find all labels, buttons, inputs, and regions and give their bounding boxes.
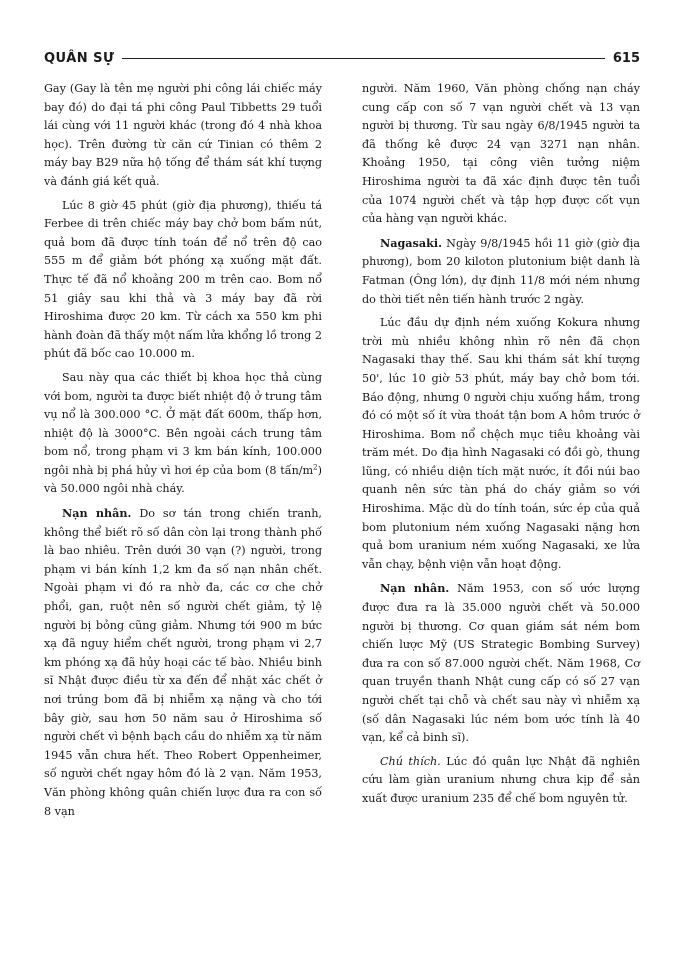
paragraph-text: Sau này qua các thiết bị khoa học thả cùng với bom, người ta được biết nhiệt độ ở trung tâm vụ nổ là 300.000 °C. Ở mặt đất 600m, thấp hơn, nhiệt độ là 3000°C. Bên ngoài cách trung tâm bom nổ, trong phạm vi 3 km bán kính, 100.000 ngôi nhà bị phá hủy vì hơi ép của bom (8 tấn/m [44, 370, 322, 477]
subheading-victims: Nạn nhân. [380, 581, 450, 596]
left-column [44, 80, 322, 826]
running-header [44, 46, 640, 70]
paragraph: Lúc 8 giờ 45 phút (giờ địa phương), thiếu tá Ferbee di trên chiếc máy bay chở bom bấm nút, quả bom đã được tính toán để nổ trên độ cao 555 m để giảm bớt phóng xạ xuống mặt đất. Thực tế đã nổ khoảng 200 m trên cao. Bom nổ 51 giây sau khi thả và 3 máy bay đã rời Hiroshima được 20 km. Từ cách xa 550 km phi hành đoàn đã thấy một nấm lửa khổng lồ trong 2 phút đã bốc cao 10.000 m. [44, 198, 322, 361]
paragraph: Lúc đầu dự định ném xuống Kokura nhưng trời mù nhiều không nhìn rõ nên đã chọn Nagasaki thay thế. Sau khi thám sát khí tượng 50', lúc 10 giờ 53 phút, máy bay chở bom tới. Báo động, nhưng 0 người chịu xuống hầm, trong đó có một số ít vừa thoát tận bom A hôm trước ở Hiroshima. Bom nổ chệch mục tiêu khoảng vài trăm mét. Do địa hình Nagasaki có đồi gò, thung lũng, có nhiều diện tích mặt nước, ít đồi núi bao quanh nên sức tàn phá do cháy giảm so với Hiroshima. Mặc dù do tính toán, sức ép của quả bom plutonium ném xuống Nagasaki nặng hơn quả bom uranium ném xuống Nagasaki, xe lửa vẫn chạy, bệnh viện vẫn hoạt động. [362, 316, 640, 571]
paragraph [362, 753, 640, 809]
paragraph-text: Ngày 9/8/1945 hồi 11 giờ (giờ địa phương), bom 20 kiloton plutonium biệt danh là Fatman (Ông lớn), dự định 11/8 mới ném nhưng do thời tiết nên tiến hành trước 2 ngày. [362, 236, 640, 306]
superscript: 2 [313, 463, 318, 472]
paragraph-text: ) và 50.000 ngôi nhà cháy. [44, 463, 322, 496]
header-rule [122, 58, 604, 59]
paragraph [44, 504, 322, 821]
paragraph-text: Lúc đó quân lực Nhật đã nghiên cứu làm giàn uranium nhưng chưa kịp để sản xuất được uranium 235 để chế bom nguyên tử. [362, 754, 640, 805]
paragraph: người. Năm 1960, Văn phòng chống nạn cháy cung cấp con số 7 vạn người chết và 13 vạn người bị thương. Từ sau ngày 6/8/1945 người ta đã thống kê được 24 vạn 3271 nạn nhân. Khoảng 1950, tại công viên tưởng niệm Hiroshima người ta đã xác định được tên tuổi của 1074 người chết và tập hợp được cốt vụn của hàng vạn người khác. [362, 82, 640, 226]
paragraph [44, 369, 322, 499]
subheading-victims: Nạn nhân. [62, 506, 132, 521]
paragraph [362, 234, 640, 309]
right-column [362, 80, 640, 814]
paragraph: Gay (Gay là tên mẹ người phi công lái chiếc máy bay đó) do đại tá phi công Paul Tibbetts 29 tuổi lái cùng với 11 người khác (trong đó 4 nhà khoa học). Trên đường từ căn cứ Tinian có thêm 2 máy bay B29 nữa hộ tống để thám sát khí tượng và đánh giá kết quả. [44, 82, 322, 188]
page-number: 615 [612, 50, 640, 66]
paragraph-text: Năm 1953, con số ước lượng được đưa ra là 35.000 người chết và 50.000 người bị thương. Cơ quan giám sát ném bom chiến lược Mỹ (US Strategic Bombing Survey) đưa ra con số 87.000 người chết. Năm 1968, Cơ quan truyền thanh Nhật cung cấp có số 27 vạn người chết tại chỗ và chết sau này vì nhiễm xạ (số dân Nagasaki lúc ném bom ước tính là 40 vạn, kể cả binh sĩ). [362, 582, 640, 745]
section-title: QUÂN SỰ [44, 50, 115, 66]
subheading-note: Chú thích. [380, 754, 441, 768]
paragraph [362, 579, 640, 747]
subheading-nagasaki: Nagasaki. [380, 235, 442, 250]
paragraph-text: Do sơ tán trong chiến tranh, không thể biết rõ số dân còn lại trong thành phố là bao nhiêu. Trên dưới 30 vạn (?) người, trong phạm vi bán kính 1,2 km đa số nạn nhân chết. Ngoài phạm vi đó ra nhờ đa, các cơ che chở phổi, gan, ruột nên số người chết giảm, tỷ lệ người bị bỏng cũng giảm. Nhưng tới 900 m bức xạ đã nguy hiểm chết người, trong phạm vi 2,7 km phóng xạ đã hủy hoại các tế bào. Nhiều binh sĩ Nhật được điều từ xa đến để nhặt xác chết ở nơi trúng bom đã bị nhiễm xạ nặng và cho tới bây giờ, sau hơn 50 năm sau ở Hiroshima số người chết vì bệnh bạch cầu do nhiễm xạ từ năm 1945 vẫn chưa hết. Theo Robert Oppenheimer, số người chết ngay hôm đó là 2 vạn. Năm 1953, Văn phòng không quân chiến lược đưa ra con số 8 vạn [44, 507, 322, 818]
